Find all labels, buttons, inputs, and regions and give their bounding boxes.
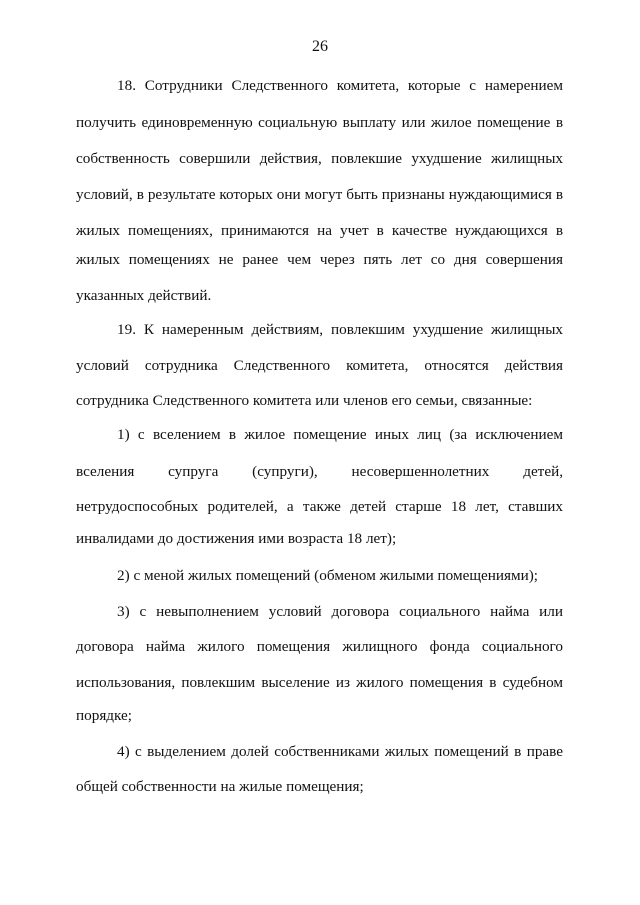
- item-4-line: 4) с выделением долей собственниками жилых помещений в праве: [117, 743, 563, 760]
- paragraph-19-line: сотрудника Следственного комитета или членов его семьи, связанные:: [76, 392, 533, 409]
- paragraph-18-line: получить единовременную социальную выплату или жилое помещение в: [76, 114, 563, 131]
- item-3-line: 3) с невыполнением условий договора социального найма или: [117, 603, 563, 620]
- item-3-line: договора найма жилого помещения жилищного фонда социального: [76, 638, 563, 655]
- paragraph-18-line: жилых помещениях не ранее чем через пять лет со дня совершения: [76, 251, 563, 268]
- paragraph-18-line: собственность совершили действия, повлекшие ухудшение жилищных: [76, 150, 563, 167]
- paragraph-18-line: 18. Сотрудники Следственного комитета, которые с намерением: [117, 77, 563, 94]
- paragraph-18-line: условий, в результате которых они могут быть признаны нуждающимися в: [76, 186, 563, 203]
- item-1-line: 1) с вселением в жилое помещение иных лиц (за исключением: [117, 426, 563, 443]
- item-2-line: 2) с меной жилых помещений (обменом жилыми помещениями);: [117, 567, 539, 584]
- page-number: 26: [312, 38, 328, 55]
- paragraph-18-line: указанных действий.: [76, 287, 212, 304]
- item-3-line: использования, повлекшим выселение из жилого помещения в судебном: [76, 674, 563, 691]
- item-1-line: нетрудоспособных родителей, а также детей старше 18 лет, ставших: [76, 498, 563, 515]
- paragraph-19-line: 19. К намеренным действиям, повлекшим ухудшение жилищных: [117, 321, 563, 338]
- paragraph-19-line: условий сотрудника Следственного комитета, относятся действия: [76, 357, 563, 374]
- item-3-line: порядке;: [76, 707, 132, 724]
- item-4-line: общей собственности на жилые помещения;: [76, 778, 364, 795]
- item-1-line: вселения супруга (супруги), несовершеннолетних детей,: [76, 463, 563, 480]
- paragraph-18-line: жилых помещениях, принимаются на учет в качестве нуждающихся в: [76, 222, 563, 239]
- item-1-line: инвалидами до достижения ими возраста 18 лет);: [76, 530, 397, 547]
